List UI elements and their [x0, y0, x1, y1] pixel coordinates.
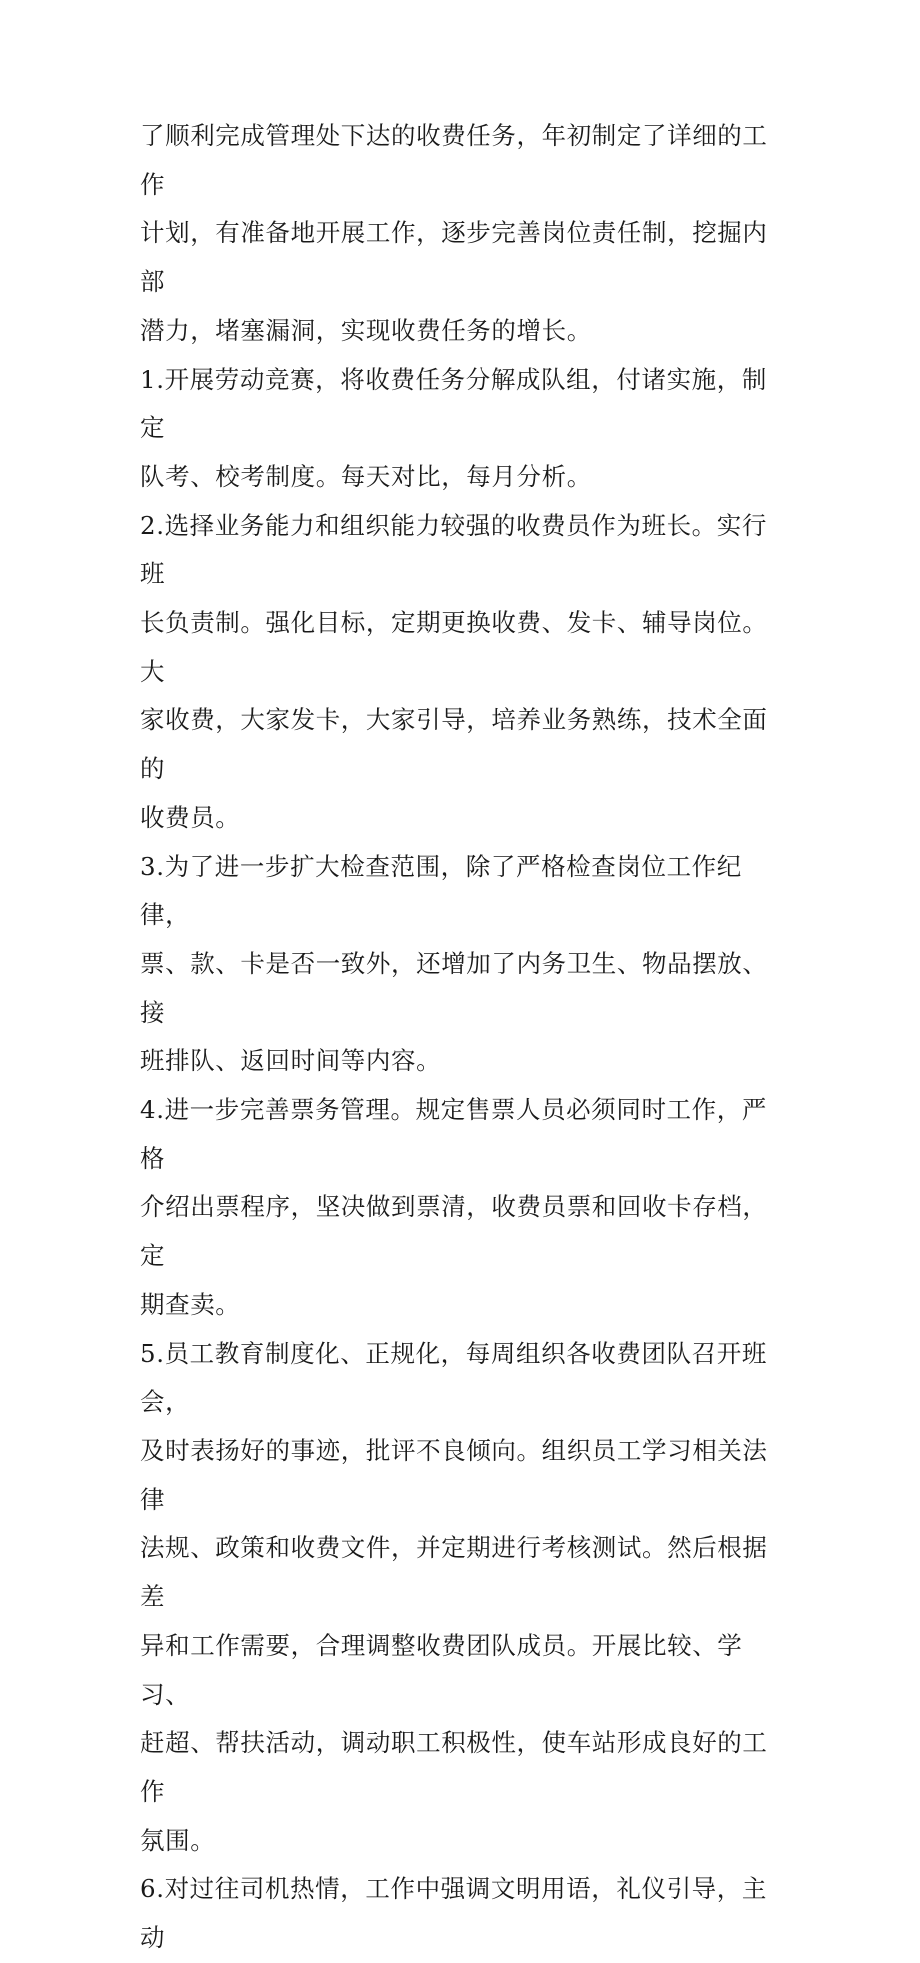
text-line: 3.为了进一步扩大检查范围，除了严格检查岗位工作纪律，: [140, 851, 742, 930]
text-line: 氛围。: [140, 1825, 216, 1855]
text-line: 班排队、返回时间等内容。: [140, 1046, 442, 1076]
text-line: 5.员工教育制度化、正规化，每周组织各收费团队召开班会，: [140, 1338, 767, 1417]
text-line: 赶超、帮扶活动，调动职工积极性，使车站形成良好的工作: [140, 1728, 768, 1806]
document-body: [140, 112, 790, 1963]
text-line: 了顺利完成管理处下达的收费任务，年初制定了详细的工作: [140, 121, 768, 199]
text-line: 家收费，大家发卡，大家引导，培养业务熟练，技术全面的: [140, 705, 768, 784]
text-line: 潜力，堵塞漏洞，实现收费任务的增长。: [140, 315, 592, 345]
text-line: 长负责制。强化目标，定期更换收费、发卡、辅导岗位。大: [140, 608, 768, 686]
text-line: 期查卖。: [140, 1289, 241, 1319]
text-line: 及时表扬好的事迹，批评不良倾向。组织员工学习相关法律: [140, 1435, 768, 1514]
text-line: 法规、政策和收费文件，并定期进行考核测试。然后根据差: [140, 1533, 768, 1612]
text-line: 收费员。: [140, 802, 241, 832]
text-line: 6.对过往司机热情，工作中强调文明用语，礼仪引导，主动: [140, 1874, 767, 1953]
text-line: 1.开展劳动竞赛，将收费任务分解成队组，付诸实施，制定: [140, 364, 767, 443]
text-line: 队考、校考制度。每天对比，每月分析。: [140, 461, 592, 491]
text-line: 计划，有准备地开展工作，逐步完善岗位责任制，挖掘内部: [140, 218, 768, 297]
text-line: 介绍出票程序，坚决做到票清，收费员票和回收卡存档，定: [140, 1192, 768, 1271]
text-line: 4.进一步完善票务管理。规定售票人员必须同时工作，严格: [140, 1095, 767, 1173]
text-line: 票、款、卡是否一致外，还增加了内务卫生、物品摆放、接: [140, 948, 768, 1027]
text-line: 2.选择业务能力和组织能力较强的收费员作为班长。实行班: [140, 510, 767, 589]
text-line: 异和工作需要，合理调整收费团队成员。开展比较、学习、: [140, 1630, 743, 1709]
